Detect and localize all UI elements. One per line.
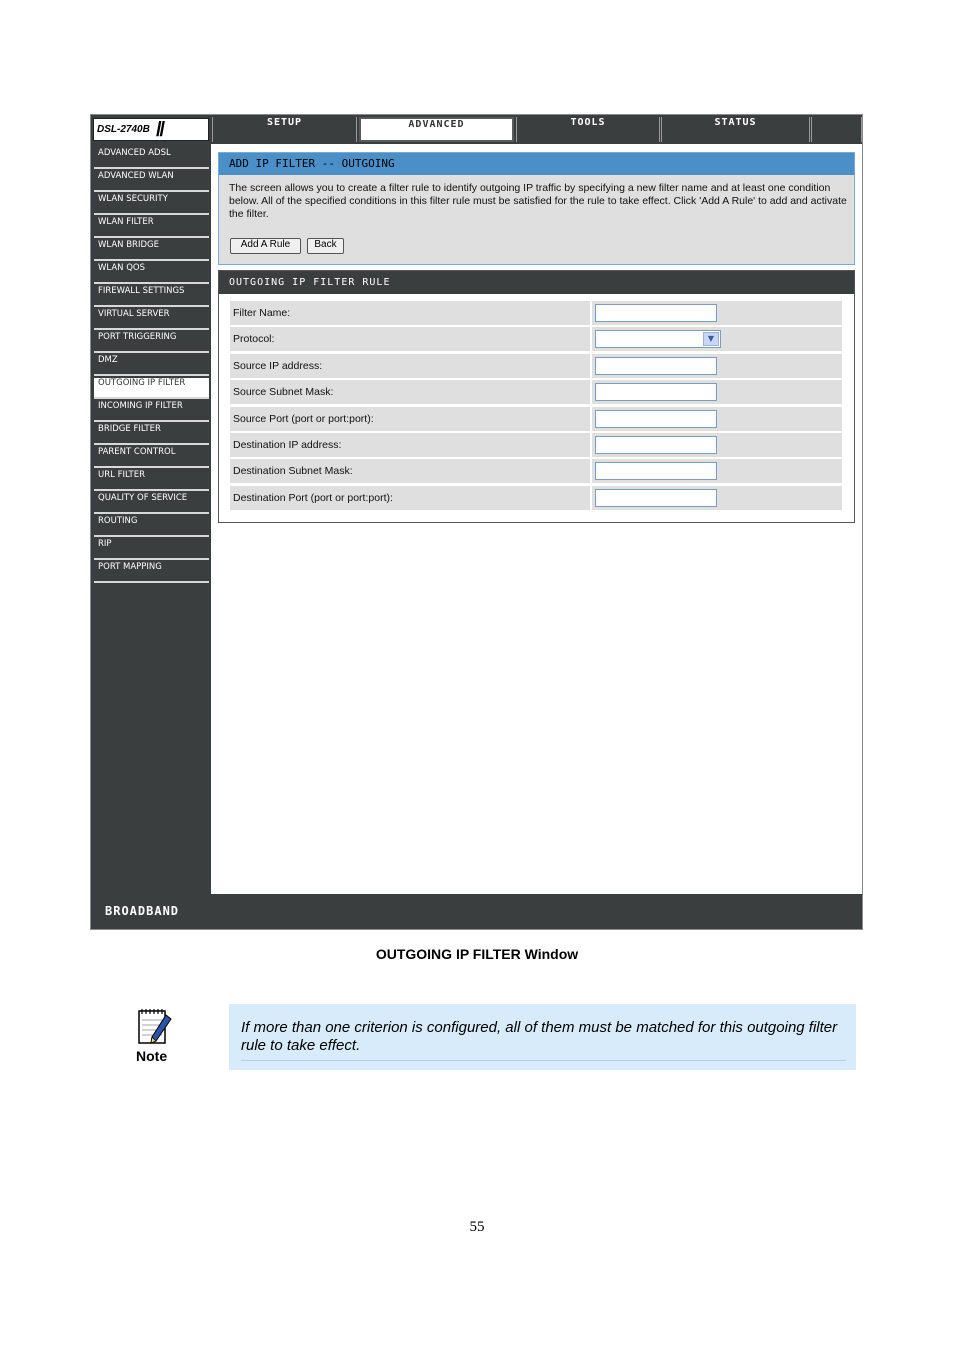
form-row-destination-ip bbox=[230, 433, 844, 457]
chevron-down-icon[interactable]: ▼ bbox=[703, 332, 719, 346]
sidebar-item-firewall-settings[interactable]: FIREWALL SETTINGS bbox=[94, 286, 209, 307]
filter-name-input[interactable] bbox=[595, 304, 717, 322]
source-port-input[interactable] bbox=[595, 410, 717, 428]
panel-header bbox=[219, 271, 854, 294]
figure-caption: OUTGOING IP FILTER Window bbox=[375, 946, 579, 962]
add-rule-button[interactable]: Add A Rule bbox=[230, 238, 301, 254]
sidebar-item-wlan-bridge[interactable]: WLAN BRIDGE bbox=[94, 240, 209, 261]
source-subnet-mask-input[interactable] bbox=[595, 383, 717, 401]
tab-tools[interactable]: TOOLS bbox=[516, 117, 660, 142]
note-label: Note bbox=[136, 1048, 168, 1064]
sidebar-item-incoming-ip-filter[interactable]: INCOMING IP FILTER bbox=[94, 401, 209, 422]
form-row-filter-name bbox=[230, 301, 844, 325]
field-label: Source IP address: bbox=[233, 359, 323, 372]
tab-status[interactable]: STATUS bbox=[661, 117, 810, 142]
panel-description: The screen allows you to create a filter rule to identify outgoing IP traffic by specifying a new filter name and at least one condition below. All of the specified conditions in this filter rule must be satisfied for the rule to take effect. Click 'Add A Rule' to add and activate the filter. bbox=[229, 182, 847, 220]
add-ip-filter-panel bbox=[218, 152, 855, 265]
protocol-select[interactable] bbox=[595, 330, 721, 348]
sidebar-item-wlan-qos[interactable]: WLAN QOS bbox=[94, 263, 209, 284]
note-divider bbox=[241, 1060, 846, 1061]
sidebar-item-url-filter[interactable]: URL FILTER bbox=[94, 470, 209, 491]
panel-header bbox=[219, 153, 854, 175]
page-number: 55 bbox=[469, 1219, 485, 1235]
sidebar-item-advanced-wlan[interactable]: ADVANCED WLAN bbox=[94, 171, 209, 192]
form-row-protocol bbox=[230, 327, 844, 351]
sidebar-item-outgoing-ip-filter[interactable]: OUTGOING IP FILTER bbox=[94, 378, 209, 399]
field-label: Filter Name: bbox=[233, 307, 291, 319]
footer-bar bbox=[91, 894, 862, 929]
form-row-source-ip bbox=[230, 354, 844, 378]
note-text: If more than one criterion is configured, all of them must be matched for this outgoing filter rule to take effect. bbox=[241, 1019, 838, 1054]
panel-title: ADD IP FILTER -- OUTGOING bbox=[229, 157, 395, 170]
sidebar bbox=[91, 144, 211, 894]
router-window bbox=[90, 114, 863, 930]
outgoing-ip-filter-rule-panel bbox=[218, 270, 855, 523]
field-label: Protocol: bbox=[233, 333, 275, 346]
form-row-source-port bbox=[230, 407, 844, 431]
sidebar-item-rip[interactable]: RIP bbox=[94, 539, 209, 560]
source-ip-input[interactable] bbox=[595, 357, 717, 375]
sidebar-item-wlan-filter[interactable]: WLAN FILTER bbox=[94, 217, 209, 238]
model-name: DSL-2740B bbox=[97, 124, 150, 135]
sidebar-item-advanced-adsl[interactable]: ADVANCED ADSL bbox=[94, 148, 209, 169]
sidebar-item-port-mapping[interactable]: PORT MAPPING bbox=[94, 562, 209, 583]
tab-setup[interactable]: SETUP bbox=[212, 117, 357, 142]
sidebar-item-virtual-server[interactable]: VIRTUAL SERVER bbox=[94, 309, 209, 330]
form-row-source-subnet bbox=[230, 380, 844, 404]
model-logo bbox=[93, 118, 209, 141]
field-label: Destination Subnet Mask: bbox=[233, 465, 353, 478]
sidebar-item-dmz[interactable]: DMZ bbox=[94, 355, 209, 376]
tab-empty bbox=[811, 117, 862, 142]
sidebar-item-wlan-security[interactable]: WLAN SECURITY bbox=[94, 194, 209, 215]
top-navigation-bar bbox=[91, 115, 862, 144]
destination-port-input[interactable] bbox=[595, 489, 717, 507]
note-box bbox=[229, 1004, 856, 1070]
form-row-destination-subnet bbox=[230, 459, 844, 483]
sidebar-item-bridge-filter[interactable]: BRIDGE FILTER bbox=[94, 424, 209, 445]
tab-advanced[interactable]: ADVANCED bbox=[359, 117, 514, 142]
sidebar-item-parent-control[interactable]: PARENT CONTROL bbox=[94, 447, 209, 468]
sidebar-item-quality-of-service[interactable]: QUALITY OF SERVICE bbox=[94, 493, 209, 514]
notepad-pencil-icon bbox=[136, 1007, 172, 1047]
sidebar-item-routing[interactable]: ROUTING bbox=[94, 516, 209, 537]
rule-form bbox=[230, 301, 844, 512]
sidebar-item-port-triggering[interactable]: PORT TRIGGERING bbox=[94, 332, 209, 353]
back-button[interactable]: Back bbox=[307, 238, 344, 254]
panel-title: OUTGOING IP FILTER RULE bbox=[229, 277, 391, 288]
destination-subnet-mask-input[interactable] bbox=[595, 462, 717, 480]
footer-brand: BROADBAND bbox=[105, 904, 180, 918]
field-label: Source Port (port or port:port): bbox=[233, 412, 374, 425]
form-row-destination-port bbox=[230, 486, 844, 510]
field-label: Source Subnet Mask: bbox=[233, 386, 334, 399]
logo-slashes-icon: // bbox=[156, 119, 164, 141]
field-label: Destination Port (port or port:port): bbox=[233, 491, 393, 504]
field-label: Destination IP address: bbox=[233, 438, 342, 451]
destination-ip-input[interactable] bbox=[595, 436, 717, 454]
